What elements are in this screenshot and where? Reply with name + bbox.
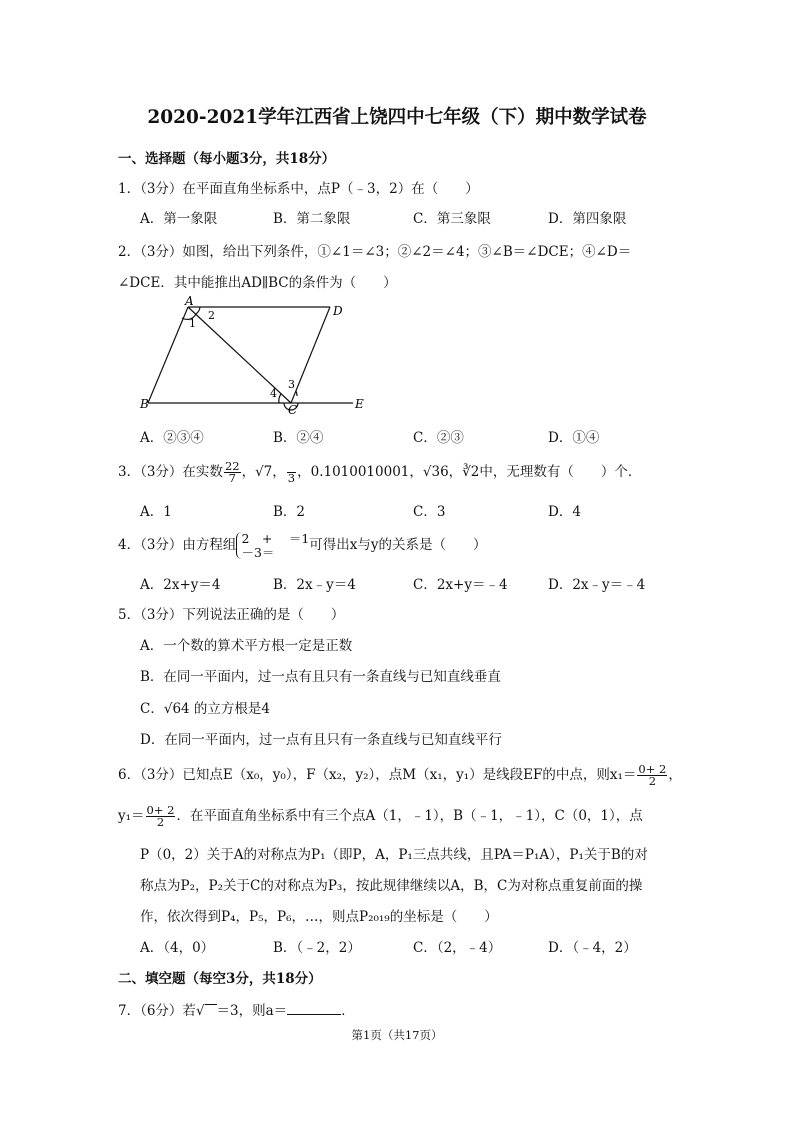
page-title: 2020-2021学年江西省上饶四中七年级（下）期中数学试卷 <box>147 107 647 128</box>
section-heading-choice: 一、选择题（每小题3分，共18分） <box>118 151 336 167</box>
q4-eq1: 2 + ＝1 <box>241 531 310 547</box>
q3-option-a: A．1 <box>140 504 172 520</box>
label-a: A <box>185 296 194 308</box>
q4-option-b: B．2x﹣y＝4 <box>273 577 356 593</box>
segment-ab <box>148 307 188 403</box>
q5-option-c-prefix: C． <box>140 701 164 717</box>
q6-midpoint-fraction-x <box>637 761 667 788</box>
q6-frac-num: 0+ 2 <box>638 761 667 776</box>
q3-sep: ， <box>241 464 256 480</box>
section-heading-fill-blank: 二、填空题（每空3分，共18分） <box>118 971 322 987</box>
q5-option-d: D．在同一平面内，过一点有且只有一条直线与已知直线平行 <box>140 732 502 748</box>
q4-suffix: 可得出x与y的关系是（ ） <box>309 537 487 553</box>
q3-neg-frac-num: _ <box>288 458 295 473</box>
q2-option-c: C．②③ <box>413 430 464 446</box>
q3-sep: ， <box>272 464 286 480</box>
q3-option-d: D．4 <box>548 504 581 520</box>
q6-midpoint-fraction-y <box>146 802 176 829</box>
q7-radicand-bar <box>205 1004 217 1015</box>
q1-option-b: B．第二象限 <box>273 211 351 227</box>
q7-radical: √ <box>195 1003 205 1019</box>
q3-prefix: 3．（3分）在实数 <box>118 464 223 480</box>
question-7-stem <box>118 999 355 1019</box>
q6-option-b: B．（﹣2，2） <box>273 940 361 956</box>
angle-2-arc <box>196 307 200 314</box>
label-c: C <box>288 403 298 417</box>
question-6-line4: 称点为P₂，P₂关于C的对称点为P₃，按此规律继续以A，B，C为对称点重复前面的操 <box>140 878 643 894</box>
question-2-stem-line2: ∠DCE．其中能推出AD∥BC的条件为（ ） <box>118 275 397 291</box>
question-6-line2 <box>118 801 643 835</box>
q6-frac-den: 2 <box>648 774 657 788</box>
q3-neg-frac-den: 3 <box>287 471 296 485</box>
question-6-line3: P（0，2）关于A的对称点为P₁（即P，A，P₁三点共线，且PA＝P₁A），P₁关于B的对 <box>140 847 648 863</box>
q3-sep: ， <box>448 464 463 480</box>
label-d: D <box>333 304 343 318</box>
q2-option-b: B．②④ <box>273 430 324 446</box>
q3-option-c: C．3 <box>413 504 446 520</box>
segment-dc <box>291 307 330 403</box>
label-b: B <box>140 397 149 411</box>
q3-decimal: ，0.1010010001， <box>297 464 423 480</box>
label-angle-2: 2 <box>208 309 215 322</box>
q3-neg-fraction <box>287 458 296 485</box>
q1-option-d: D．第四象限 <box>548 211 627 227</box>
q5-option-c-suffix: 的立方根是4 <box>189 701 271 717</box>
q7-answer-blank <box>287 1003 341 1015</box>
q1-option-c: C．第三象限 <box>413 211 491 227</box>
label-angle-4: 4 <box>270 387 277 400</box>
q6-line1-end: ， <box>668 767 682 783</box>
q2-option-a: A．②③④ <box>140 430 204 446</box>
question-5-stem: 5．（3分）下列说法正确的是（ ） <box>118 607 345 623</box>
q3-frac-num: 22 <box>224 458 240 473</box>
q6-option-d: D．（﹣4，2） <box>548 940 637 956</box>
q2-parallelogram-figure <box>138 296 378 418</box>
question-6-line5: 作，依次得到P₄，P₅，P₆，…，则点P₂₀₁₉的坐标是（ ） <box>140 909 498 925</box>
q4-prefix: 4．（3分）由方程组 <box>118 537 237 553</box>
question-4-stem <box>118 528 487 562</box>
q6-option-c: C．（2，﹣4） <box>413 940 502 956</box>
q6-line2-text: ．在平面直角坐标系中有三个点A（1，﹣1），B（﹣1，﹣1），C（0，1），点 <box>176 808 643 824</box>
q7-suffix: ． <box>341 1003 355 1019</box>
q5-option-b: B．在同一平面内，过一点有且只有一条直线与已知直线垂直 <box>140 669 501 685</box>
question-1-stem: 1．（3分）在平面直角坐标系中，点P（﹣3，2）在（ ） <box>118 181 479 197</box>
question-3-stem <box>118 455 641 489</box>
label-angle-1: 1 <box>189 317 196 330</box>
q5-option-c-radical: √64 <box>163 701 190 717</box>
q3-sqrt36: √36 <box>422 464 449 480</box>
q6-line2-prefix: y₁＝ <box>118 808 145 824</box>
q7-prefix: 7．（6分）若 <box>118 1003 196 1019</box>
q2-option-d: D．①④ <box>548 430 600 446</box>
q4-eq2: －3＝ <box>241 544 275 560</box>
page-footer: 第1页（共17页） <box>351 1028 443 1042</box>
q6-option-a: A．（4，0） <box>140 940 215 956</box>
q3-suffix: 中，无理数有（ ）个． <box>479 464 642 480</box>
q6-frac-num: 0+ 2 <box>146 802 175 817</box>
q3-fraction-22-7 <box>224 458 241 485</box>
label-angle-3: 3 <box>288 378 295 391</box>
q1-option-a: A．第一象限 <box>140 211 218 227</box>
question-2-stem-line1: 2．（3分）如图，给出下列条件，①∠1＝∠3；②∠2＝∠4；③∠B＝∠DCE；④∠D＝ <box>118 244 632 260</box>
q3-cbrt2: ∛2 <box>462 464 480 480</box>
angle-3-arc <box>296 391 297 396</box>
q6-frac-den: 2 <box>156 815 165 829</box>
angle-4-arc <box>279 394 281 403</box>
q4-option-a: A．2x+y＝4 <box>140 577 221 593</box>
q4-option-c: C．2x+y＝﹣4 <box>413 577 508 593</box>
label-e: E <box>355 397 364 411</box>
q6-line1-text: 6．（3分）已知点E（x₀，y₀），F（x₂，y₂），点M（x₁，y₁）是线段EF的中点，则x₁＝ <box>118 767 637 783</box>
q4-equation-system <box>236 532 309 558</box>
q4-option-d: D．2x﹣y＝﹣4 <box>548 577 646 593</box>
q5-option-c <box>140 697 270 717</box>
q7-mid: ＝3，则a＝ <box>216 1003 288 1019</box>
q5-option-a: A．一个数的算术平方根一定是正数 <box>140 638 353 654</box>
q3-sqrt7: √7 <box>255 464 273 480</box>
q3-frac-den: 7 <box>228 471 236 485</box>
question-6-line1 <box>118 760 682 794</box>
q3-option-b: B．2 <box>273 504 306 520</box>
